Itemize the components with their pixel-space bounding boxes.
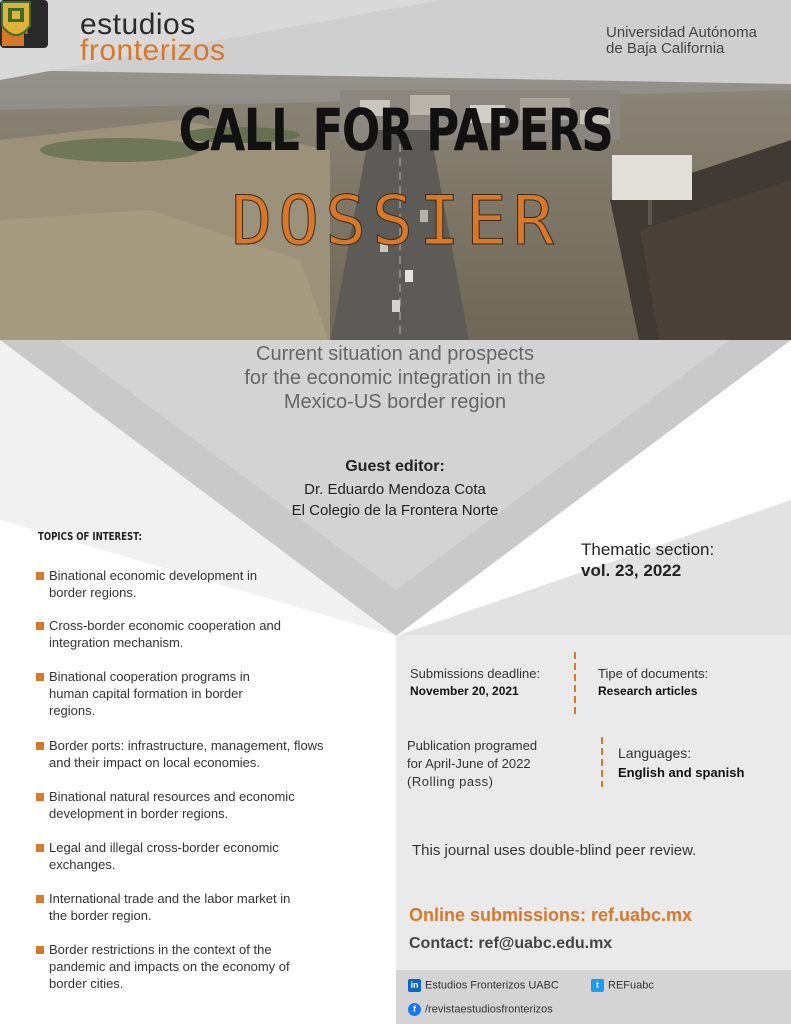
topic-item: Binational cooperation programs in human capital formation in border regions. [36,668,336,719]
linkedin-link[interactable]: in Estudios Fronterizos UABC [408,979,559,992]
divider [601,737,603,787]
dossier-topic-line1: Current situation and prospects [256,343,534,365]
university-crest-icon [0,0,32,42]
contact-email[interactable]: Contact: ref@uabc.edu.mx [409,935,613,952]
online-submissions-link[interactable]: Online submissions: ref.uabc.mx [409,905,693,925]
bullet-icon [36,946,44,954]
languages-label: Languages: [618,745,692,761]
topics-title: TOPICS OF INTEREST: [38,530,142,543]
dossier-topic [160,342,630,414]
topic-item: Binational natural resources and economic development in border regions. [36,788,336,822]
bullet-icon [36,844,44,852]
review-note: This journal uses double-blind peer review. [412,842,697,859]
bullet-icon [36,895,44,903]
divider [574,652,576,714]
doc-type-value: Research articles [598,684,698,698]
university-name-line2: de Baja California [606,40,725,57]
dossier-topic-line2: for the economic integration in the [244,367,546,389]
topic-item: Cross-border economic cooperation and integration mechanism. [36,617,336,651]
publication-line3: (Rolling pass) [407,774,494,789]
facebook-icon: f [408,1003,421,1016]
journal-name-line2: fronterizos [80,34,226,67]
bullet-icon [36,673,44,681]
deadline-value: November 20, 2021 [410,684,519,698]
doc-type-label: Tipe of documents: [598,666,709,681]
header-hero [0,0,791,345]
guest-editor-label: Guest editor: [345,458,445,475]
deadline-label: Submissions deadline: [410,666,541,681]
facebook-link[interactable]: f /revistaestudiosfronterizos [408,1003,553,1016]
dossier-topic-line3: Mexico-US border region [283,391,507,413]
publication-line2: for April-June of 2022 [407,756,531,771]
guest-editor-institution: El Colegio de la Frontera Norte [291,502,499,519]
university-name-line1: Universidad Autónoma [606,24,757,41]
topic-item: Legal and illegal cross-border economic exchanges. [36,839,336,873]
thematic-section-label: Thematic section: [581,540,715,559]
bullet-icon [36,572,44,580]
dossier-heading: DOSSIER [231,182,560,261]
publication-line1: Publication programed [407,738,538,753]
call-for-papers-title: CALL FOR PAPERS [178,96,613,164]
linkedin-icon: in [408,979,421,992]
twitter-icon: t [591,979,604,992]
guest-editor-name: Dr. Eduardo Mendoza Cota [304,481,486,498]
twitter-link[interactable]: t REFuabc [591,979,654,992]
languages-value: English and spanish [618,765,745,780]
journal-name-line1: estudios [80,8,196,41]
bullet-icon [36,742,44,750]
topic-item: Binational economic development in border regions. [36,567,336,601]
topic-item: Border restrictions in the context of the pandemic and impacts on the economy of border cities. [36,941,336,992]
bullet-icon [36,793,44,801]
thematic-section-volume: vol. 23, 2022 [581,561,682,580]
topic-item: Border ports: infrastructure, management, flows and their impact on local economies. [36,737,336,771]
bullet-icon [36,622,44,630]
topic-item: International trade and the labor market in the border region. [36,890,336,924]
